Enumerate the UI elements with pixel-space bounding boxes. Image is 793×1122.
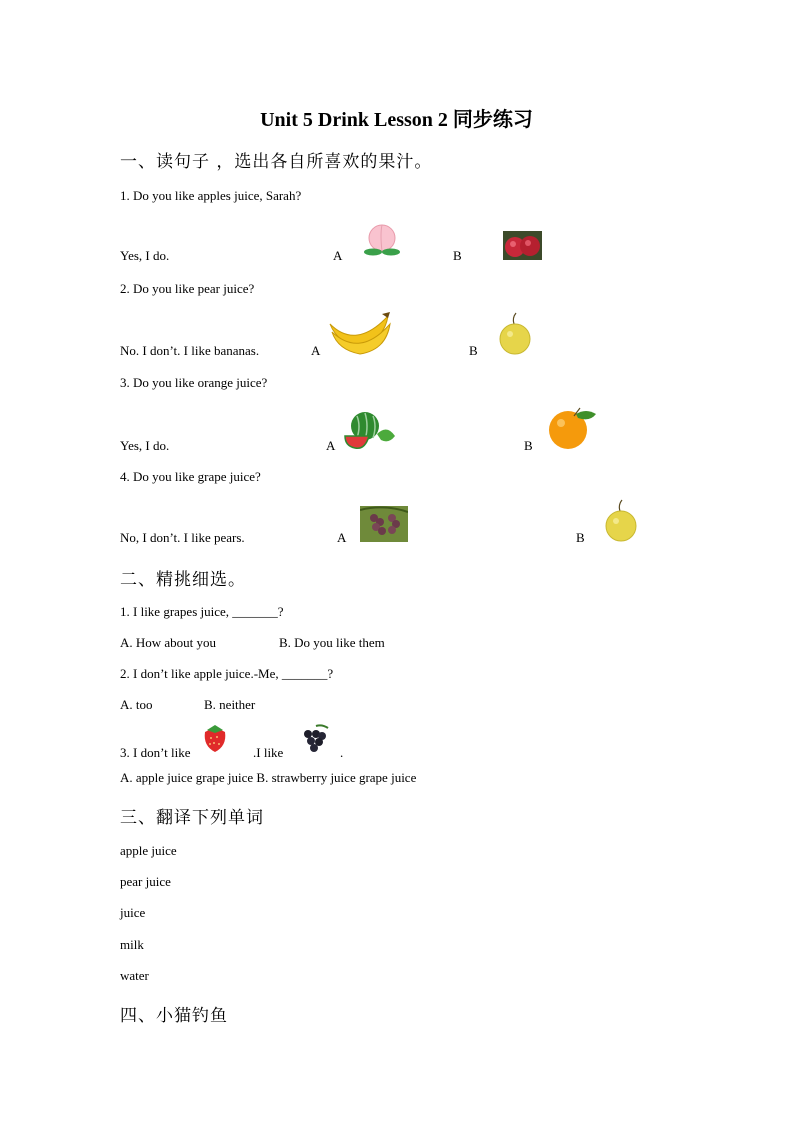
section3-heading: 三、翻译下列单词 — [120, 808, 264, 828]
s2-q1-option-b: B. Do you like them — [279, 635, 385, 650]
s1-q1-question: 1. Do you like apples juice, Sarah? — [120, 188, 302, 203]
s3-word: water — [120, 968, 149, 983]
s1-q4-option-a: A — [337, 530, 347, 545]
s1-q2-option-a: A — [311, 343, 321, 358]
s2-q2: 2. I don’t like apple juice.-Me, _______? — [120, 666, 334, 681]
s3-word: apple juice — [120, 843, 177, 858]
s1-q1-answer: Yes, I do. — [120, 248, 170, 263]
s2-q2-option-a: A. too — [120, 697, 153, 712]
strawberry-image — [199, 724, 231, 754]
s1-q2-question: 2. Do you like pear juice? — [120, 281, 255, 296]
pear-image — [498, 312, 532, 356]
peach-image — [362, 222, 402, 258]
s1-q2-answer: No. I don’t. I like bananas. — [120, 343, 260, 358]
s2-q3-options: A. apple juice grape juice B. strawberry juice grape juice — [120, 770, 417, 785]
black-grapes-image — [296, 724, 332, 754]
pear-image — [604, 499, 638, 543]
s1-q3-option-b: B — [524, 438, 533, 453]
s2-q1-option-a: A. How about you — [120, 635, 217, 650]
orange-image — [546, 406, 602, 450]
s1-q4-answer: No, I don’t. I like pears. — [120, 530, 245, 545]
s1-q4-question: 4. Do you like grape juice? — [120, 469, 261, 484]
s2-q3-pre: 3. I don’t like — [120, 745, 191, 760]
apples-image — [503, 231, 542, 260]
section4-heading: 四、小猫钓鱼 — [120, 1006, 228, 1026]
s3-word: juice — [120, 905, 146, 920]
s3-word: milk — [120, 937, 144, 952]
page-title: Unit 5 Drink Lesson 2 同步练习 — [260, 109, 533, 131]
grapes-image — [360, 506, 408, 542]
s2-q3-end: . — [340, 745, 344, 760]
s2-q1: 1. I like grapes juice, _______? — [120, 604, 284, 619]
s2-q3-mid: .I like — [253, 745, 284, 760]
section1-heading: 一、读句子 ，选出各自所喜欢的果汁。 — [120, 152, 433, 172]
watermelon-image — [343, 410, 397, 450]
section2-heading: 二、精挑细选。 — [120, 570, 246, 590]
s2-q2-option-b: B. neither — [204, 697, 256, 712]
s1-q3-question: 3. Do you like orange juice? — [120, 375, 268, 390]
s3-word: pear juice — [120, 874, 171, 889]
s1-q3-answer: Yes, I do. — [120, 438, 170, 453]
s1-q2-option-b: B — [469, 343, 478, 358]
s1-q1-option-b: B — [453, 248, 462, 263]
bananas-image — [326, 310, 394, 358]
s1-q3-option-a: A — [326, 438, 336, 453]
s1-q4-option-b: B — [576, 530, 585, 545]
s1-q1-option-a: A — [333, 248, 343, 263]
